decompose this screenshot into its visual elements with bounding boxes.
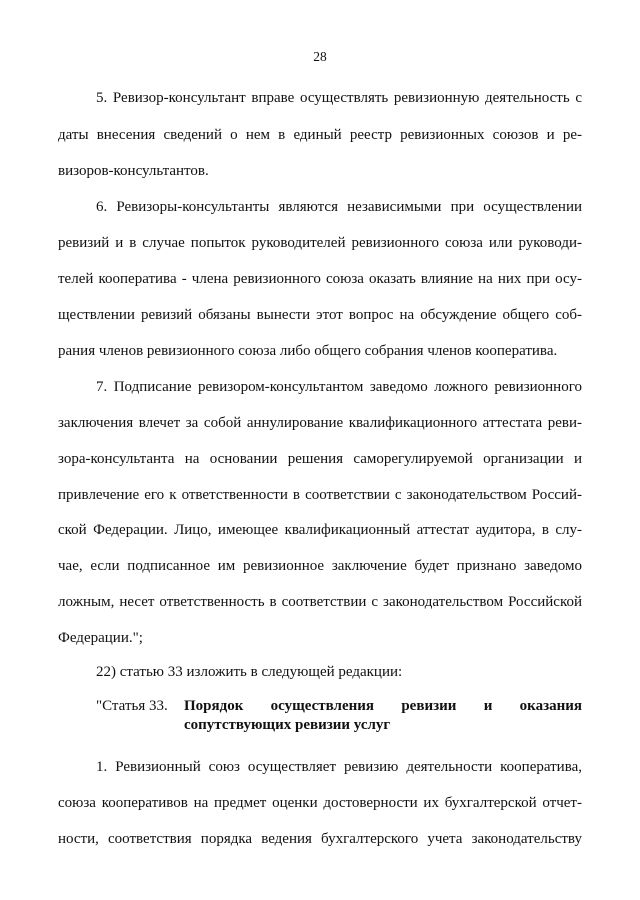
paragraph-5-line-2: даты внесения сведений о нем в единый реестр ревизионных союзов и ре- (58, 127, 582, 143)
paragraph-7-line-4: привлечение его к ответственности в соответствии с законодательством Россий- (58, 487, 582, 503)
paragraph-6-line-5: рания членов ревизионного союза либо общего собрания членов кооператива. (58, 343, 558, 359)
paragraph-6-line-4: ществлении ревизий обязаны вынести этот вопрос на обсуждение общего соб- (58, 307, 582, 323)
paragraph-7-line-1: 7. Подписание ревизором-консультантом заведомо ложного ревизионного (96, 379, 582, 395)
page-number: 28 (313, 49, 327, 64)
article-title-line-1: Порядок осуществления ревизии и оказания (184, 698, 582, 714)
paragraph-7-line-8: Федерации."; (58, 630, 143, 646)
paragraph-5-line-3: визоров-консультантов. (58, 163, 209, 179)
paragraph-7-line-5: ской Федерации. Лицо, имеющее квалификационный аттестат аудитора, в слу- (58, 522, 582, 538)
paragraph-6-line-2: ревизий и в случае попыток руководителей ревизионного союза или руководи- (58, 235, 582, 251)
article-33-paragraph-1-line-1: 1. Ревизионный союз осуществляет ревизию деятельности кооператива, (96, 759, 582, 775)
article-title-line-2: сопутствующих ревизии услуг (184, 717, 391, 733)
paragraph-6-line-3: телей кооператива - члена ревизионного союза оказать влияние на них при осу- (58, 271, 582, 287)
paragraph-6-line-1: 6. Ревизоры-консультанты являются независимыми при осуществлении (96, 199, 582, 215)
amendment-22-line: 22) статью 33 изложить в следующей редакции: (96, 664, 403, 680)
paragraph-7-line-6: чае, если подписанное им ревизионное заключение будет признано заведомо (58, 558, 582, 574)
article-label: "Статья 33. (96, 698, 168, 714)
paragraph-7-line-3: зора-консультанта на основании решения саморегулируемой организации и (58, 451, 582, 467)
paragraph-7-line-7: ложным, несет ответственность в соответствии с законодательством Российской (58, 594, 582, 610)
article-33-paragraph-1-line-2: союза кооперативов на предмет оценки достоверности их бухгалтерской отчет- (58, 795, 582, 811)
article-33-paragraph-1-line-3: ности, соответствия порядка ведения бухгалтерского учета законодательству (58, 831, 582, 847)
paragraph-7-line-2: заключения влечет за собой аннулирование квалификационного аттестата реви- (58, 415, 582, 431)
paragraph-5-line-1: 5. Ревизор-консультант вправе осуществлять ревизионную деятельность с (96, 90, 582, 106)
